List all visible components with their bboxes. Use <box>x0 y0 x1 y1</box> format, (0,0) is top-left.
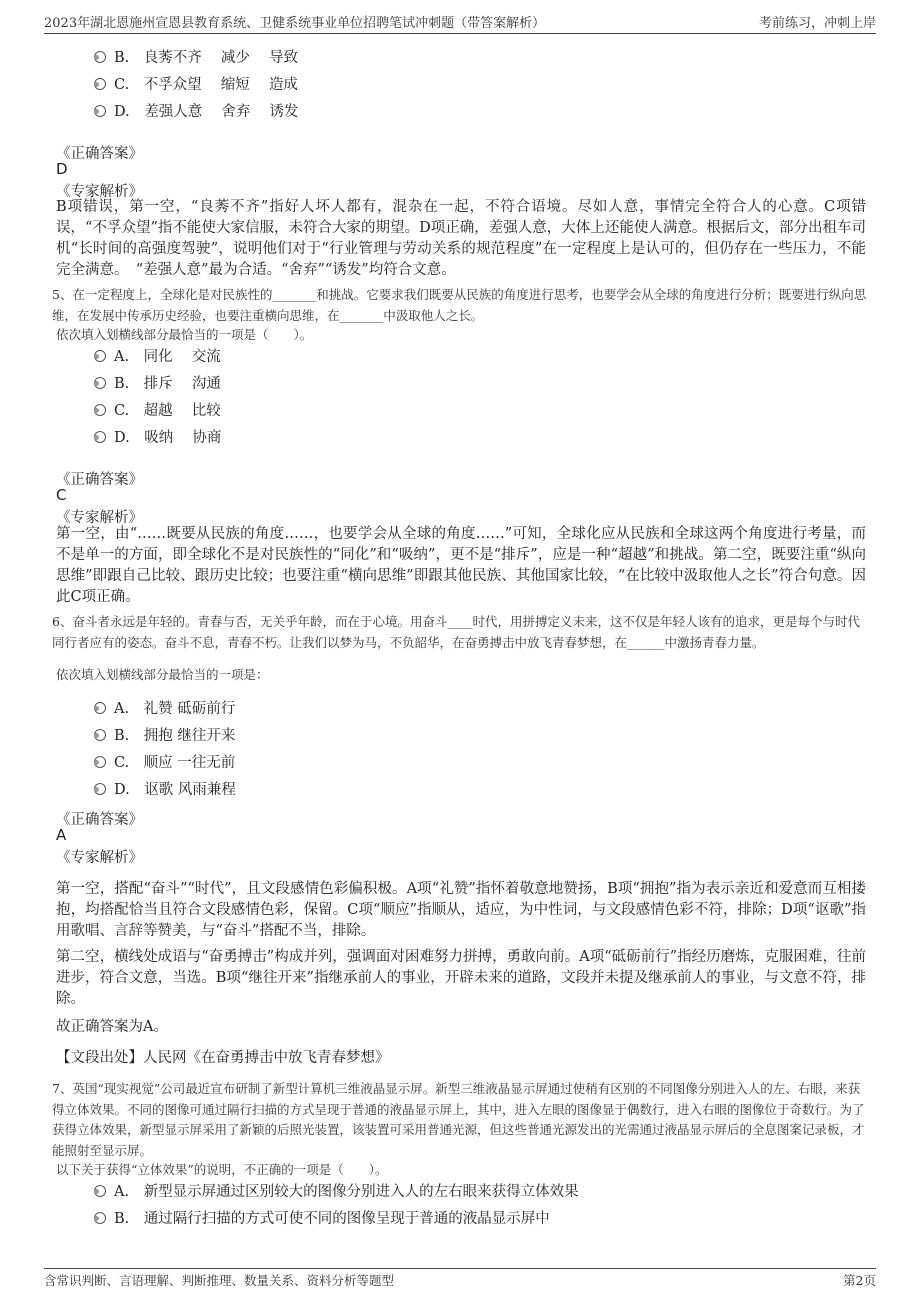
radio-icon[interactable] <box>94 431 106 443</box>
q6-analysis-paragraph-1: 第一空，搭配“奋斗”“时代”，且文段感情色彩偏积极。A项“礼赞”指怀着敬意地赞扬，B项“拥抱”指为表示亲近和爱意而互相搂抱，均搭配恰当且符合文段感情色彩，保留。C项“顺应”指顺从，适应，为中性词，与文段感情色彩不符，排除；D项“讴歌”指用歌唱、言辞等赞美，与“奋斗”搭配不当，排除。 <box>56 881 866 939</box>
q4-answer: D <box>56 160 68 178</box>
q6-option-b[interactable]: B. 拥抱 继往开来 <box>94 724 103 746</box>
radio-icon[interactable] <box>94 729 106 741</box>
q7-option-a[interactable]: A. 新型显示屏通过区别较大的图像分别进入人的左右眼来获得立体效果 <box>94 1180 103 1202</box>
page-header <box>44 10 876 32</box>
q6-analysis-paragraph-2: 第二空，横线处成语与“奋勇搏击”构成并列，强调面对困难努力拼搏，勇敢向前。A项“砥砺前行”指经历磨炼，克服困难，往前进步，符合文意，当选。B项“继往开来”指继承前人的事业，开辟未来的道路，文段并未提及继承前人的事业，与文意不符，排除。 <box>56 949 866 1007</box>
radio-icon[interactable] <box>94 78 106 90</box>
q7-option-b[interactable]: B. 通过隔行扫描的方式可使不同的图像呈现于普通的液晶显示屏中 <box>94 1207 103 1229</box>
q6-answer-label: 《正确答案》 <box>56 812 143 828</box>
q5-option-a[interactable]: A. 同化 交流 <box>94 345 103 367</box>
q4-analysis-label: 《专家解析》 <box>56 184 143 200</box>
q5-analysis: 第一空，由“……既要从民族的角度……，也要学会从全球的角度……”可知，全球化应从民族和全球这两个角度进行考量，而不是单一的方面，即全球化不是对民族性的“同化”和“吸纳”，更不是“排斥”，应是一种“超越”和挑战。第二空，既要注重“纵向思维”即跟自己比较、跟历史比较；也要注重“横向思维”即跟其他民族、其他国家比较，“在比较中汲取他人之长”符合句意。因此C项正确。 <box>56 526 866 605</box>
footer-divider <box>44 1268 876 1269</box>
q5-answer: C <box>56 486 67 504</box>
q6-source: 【文段出处】人民网《在奋勇搏击中放飞青春梦想》 <box>56 1050 390 1066</box>
q7-stem: 7、英国“现实视觉”公司最近宣布研制了新型计算机三维液晶显示屏。新型三维液晶显示屏通过使稍有区别的不同图像分别进入人的左、右眼，来获得立体效果。不同的图像可通过隔行扫描的方式呈现于普通的液晶显示屏上，其中，进入左眼的图像显于偶数行，进入右眼的图像位于奇数行。为了获得立体效果，新型显示屏采用了新颖的后照光装置，该装置可采用普通光源，但这些普通光源发出的光需通过液晶显示屏后的全息图案记录板，才能照射至显示屏。 <box>52 1081 865 1158</box>
page-footer <box>44 1271 876 1289</box>
radio-icon[interactable] <box>94 404 106 416</box>
q5-option-d[interactable]: D. 吸纳 协商 <box>94 426 103 448</box>
radio-icon[interactable] <box>94 1185 106 1197</box>
radio-icon[interactable] <box>94 51 106 63</box>
radio-icon[interactable] <box>94 1212 106 1224</box>
radio-icon[interactable] <box>94 105 106 117</box>
q4-option-d[interactable]: D. 差强人意 舍弃 诱发 <box>94 100 103 122</box>
q6-conclusion: 故正确答案为A。 <box>56 1019 168 1035</box>
q5-prompt: 依次填入划横线部分最恰当的一项是（ ）。 <box>56 327 313 342</box>
document-title: 2023年湖北恩施州宣恩县教育系统、卫健系统事业单位招聘笔试冲刺题（带答案解析） <box>44 16 546 31</box>
page-number: 第2页 <box>843 1273 876 1288</box>
q4-answer-label: 《正确答案》 <box>56 146 143 162</box>
q6-prompt: 依次填入划横线部分最恰当的一项是： <box>56 667 269 682</box>
q6-option-a[interactable]: A. 礼赞 砥砺前行 <box>94 697 103 719</box>
q6-option-d[interactable]: D. 讴歌 风雨兼程 <box>94 778 103 800</box>
q5-stem: 5、在一定程度上，全球化是对民族性的_______和挑战。它要求我们既要从民族的角度进行思考，也要学会从全球的角度进行分析；既要进行纵向思维，在发展中传承历史经验，也要注重横向思维，在_______中汲取他人之长。 <box>52 287 867 323</box>
q5-analysis-label: 《专家解析》 <box>56 510 143 526</box>
q5-answer-label: 《正确答案》 <box>56 472 143 488</box>
q6-option-c[interactable]: C. 顺应 一往无前 <box>94 751 103 773</box>
radio-icon[interactable] <box>94 756 106 768</box>
radio-icon[interactable] <box>94 350 106 362</box>
header-slogan: 考前练习，冲刺上岸 <box>758 16 876 31</box>
q4-analysis: B项错误，第一空，“良莠不齐”指好人坏人都有，混杂在一起，不符合语境。尽如人意，事情完全符合人的心意。C项错误，“不孚众望”指不能使大家信服，未符合大家的期望。D项正确，差强人意，大体上还能使人满意。根据后文，部分出租车司机“长时间的高强度驾驶”，说明他们对于“行业管理与劳动关系的规范程度”在一定程度上是认可的，但仍存在一些压力，不能完全满意。 “差强人意”最为合适。“舍弃”“诱发”均符合文意。 <box>56 199 866 278</box>
q5-option-c[interactable]: C. 超越 比较 <box>94 399 103 421</box>
q4-option-b[interactable]: B. 良莠不齐 减少 导致 <box>94 46 103 68</box>
q5-option-b[interactable]: B. 排斥 沟通 <box>94 372 103 394</box>
q6-stem: 6、奋斗者永远是年轻的。青春与否，无关乎年龄，而在于心境。用奋斗____时代，用拼搏定义未来，这不仅是年轻人该有的追求，更是每个与时代同行者应有的姿态。奋斗不息，青春不朽。让我们以梦为马，不负韶华，在奋勇搏击中放飞青春梦想，在______中激扬青春力量。 <box>52 614 860 650</box>
footer-description: 含常识判断、言语理解、判断推理、数量关系、资料分析等题型 <box>44 1273 395 1288</box>
header-divider <box>44 33 876 34</box>
q6-analysis-label: 《专家解析》 <box>56 850 143 866</box>
q6-answer: A <box>56 826 67 844</box>
radio-icon[interactable] <box>94 702 106 714</box>
q4-option-c[interactable]: C. 不孚众望 缩短 造成 <box>94 73 103 95</box>
radio-icon[interactable] <box>94 783 106 795</box>
q7-prompt: 以下关于获得“立体效果”的说明，不正确的一项是（ ）。 <box>56 1162 388 1177</box>
radio-icon[interactable] <box>94 377 106 389</box>
